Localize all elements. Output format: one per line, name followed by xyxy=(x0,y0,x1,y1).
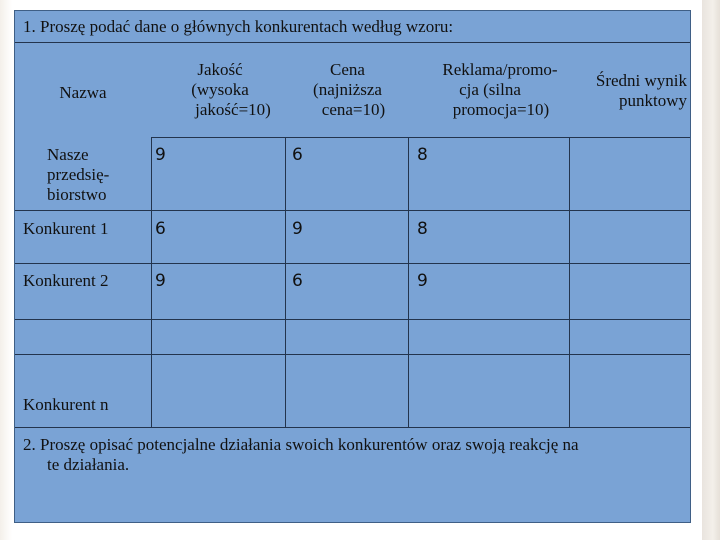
grid-line xyxy=(15,263,690,264)
row-name-konkurent-2: Konkurent 2 xyxy=(23,271,109,290)
page-edge-right xyxy=(702,0,720,540)
heading-2: 2. Proszę opisać potencjalne działania swoich konkurentów oraz swoją reakcję na te działania. xyxy=(23,435,579,474)
page-edge-left xyxy=(0,0,12,540)
column-header-nazwa: Nazwa xyxy=(59,83,107,102)
column-header-jakosc: Jakość (wysoka jakość=10) xyxy=(191,60,271,119)
row-2-jakosc: 6 xyxy=(155,219,166,239)
column-header-wynik: Średni wynik punktowy xyxy=(595,71,687,110)
grid-line xyxy=(15,354,690,355)
grid-line xyxy=(15,210,690,211)
grid-line xyxy=(15,427,690,428)
row-3-reklama: 9 xyxy=(417,271,428,291)
grid-line xyxy=(151,137,690,138)
row-1-reklama: 8 xyxy=(417,145,428,165)
grid-line xyxy=(285,137,286,427)
column-header-reklama: Reklama/promo- cja (silna promocja=10) xyxy=(442,60,558,119)
grid-line xyxy=(408,137,409,427)
row-1-jakosc: 9 xyxy=(155,145,166,165)
grid-line xyxy=(569,137,570,427)
row-2-cena: 9 xyxy=(292,219,303,239)
column-header-cena: Cena (najniższa cena=10) xyxy=(313,60,386,119)
grid-line xyxy=(151,137,152,427)
row-name-konkurent-1: Konkurent 1 xyxy=(23,219,109,238)
row-3-cena: 6 xyxy=(292,271,303,291)
row-name-konkurent-n: Konkurent n xyxy=(23,395,109,414)
row-name-nasze: Nasze przedsię- biorstwo xyxy=(47,145,110,204)
row-2-reklama: 8 xyxy=(417,219,428,239)
grid-line xyxy=(15,319,690,320)
competitor-worksheet xyxy=(14,10,691,523)
row-3-jakosc: 9 xyxy=(155,271,166,291)
row-1-cena: 6 xyxy=(292,145,303,165)
heading-1: 1. Proszę podać dane o głównych konkurentach według wzoru: xyxy=(23,17,454,36)
grid-line xyxy=(15,42,690,43)
